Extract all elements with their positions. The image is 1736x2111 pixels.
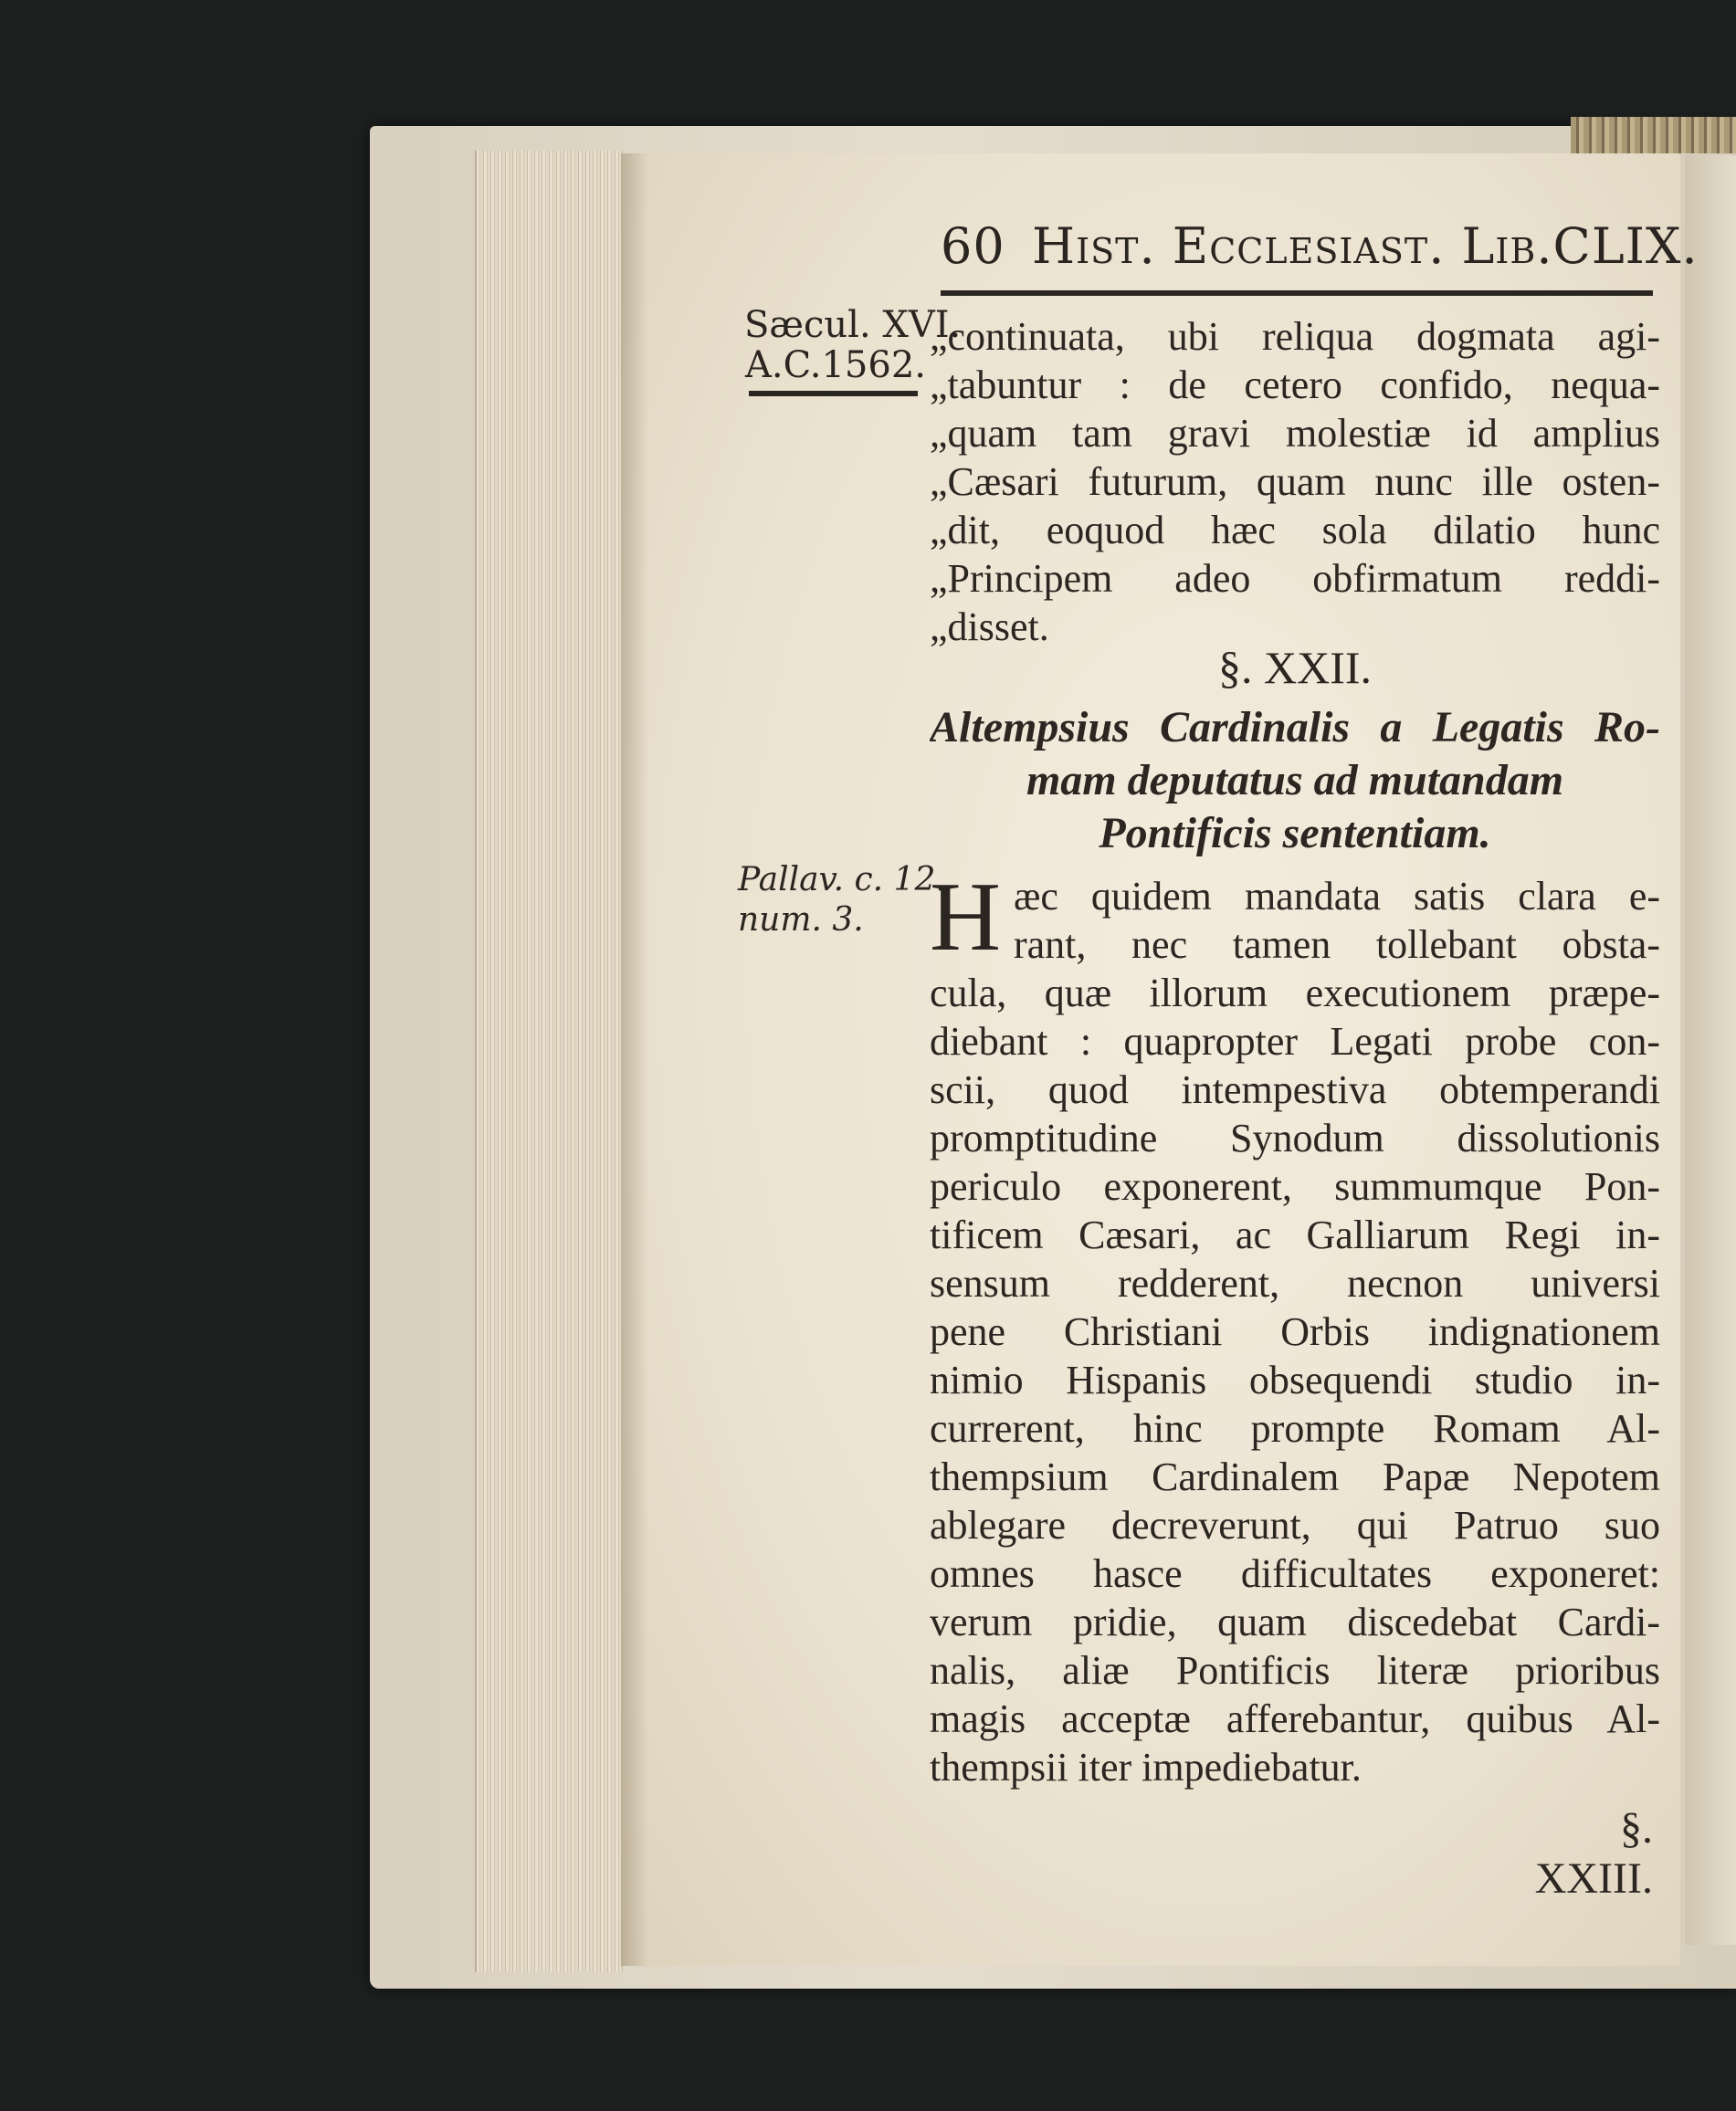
margin-reference-line2: num. 3.	[738, 901, 864, 939]
page-number: 60	[941, 217, 1005, 275]
section-subtitle	[930, 701, 1660, 860]
running-header	[941, 217, 1699, 281]
facing-page-edge	[1685, 155, 1736, 1945]
binding-spine	[1571, 117, 1736, 153]
header-rule	[941, 290, 1653, 296]
drop-cap: H	[930, 863, 1001, 971]
margin-reference-line1: Pallav. c. 12.	[738, 861, 946, 898]
section-heading: §. XXII.	[1217, 642, 1373, 693]
margin-note-year	[744, 304, 962, 386]
text-line: „disset.	[930, 604, 1049, 649]
catchword: §. XXIII.	[1534, 1804, 1653, 1903]
running-title: Hist. Ecclesiast. Lib.CLIX.	[1032, 217, 1699, 275]
text-line: promptitudine Synodum dissolutionis	[930, 1116, 1660, 1161]
subtitle-line: Pontificis sententiam.	[1099, 809, 1491, 857]
text-line: thempsii iter impediebatur.	[930, 1745, 1362, 1790]
text-line: cula, quæ illorum executionem præpe-	[930, 971, 1660, 1015]
gutter-shadow	[621, 153, 648, 1966]
quote-block	[930, 312, 1660, 651]
text-line: „continuata, ubi reliqua dogmata agi-	[930, 314, 1660, 359]
text-line: „dit, eoquod hæc sola dilatio hunc	[930, 508, 1660, 552]
text-line: ablegare decreverunt, qui Patruo suo	[930, 1503, 1660, 1548]
text-line: omnes hasce difficultates exponeret:	[930, 1551, 1660, 1596]
subtitle-line: mam deputatus ad mutandam	[1026, 756, 1564, 804]
text-line: „tabuntur : de cetero confido, nequa-	[930, 362, 1660, 407]
text-line: „quam tam gravi molestiæ id amplius	[930, 411, 1660, 456]
text-line: currerent, hinc prompte Romam Al-	[930, 1406, 1660, 1451]
margin-rule	[749, 391, 918, 396]
text-line: „Principem adeo obfirmatum reddi-	[930, 556, 1660, 601]
subtitle-line: Altempsius Cardinalis a Legatis Ro-	[930, 703, 1660, 751]
text-line: nalis, aliæ Pontificis literæ prioribus	[930, 1648, 1660, 1693]
text-line: pene Christiani Orbis indignationem	[930, 1309, 1660, 1354]
text-line: periculo exponerent, summumque Pon-	[930, 1164, 1660, 1209]
text-line: æc quidem mandata satis clara e-	[1014, 874, 1660, 919]
text-line: „Cæsari futurum, quam nunc ille osten-	[930, 459, 1660, 504]
text-line: magis acceptæ afferebantur, quibus Al-	[930, 1696, 1660, 1741]
text-line: diebant : quapropter Legati probe con-	[930, 1019, 1660, 1064]
text-line: thempsium Cardinalem Papæ Nepotem	[930, 1455, 1660, 1499]
text-line: verum pridie, quam discedebat Cardi-	[930, 1600, 1660, 1644]
margin-seculum: Sæcul. XVI.	[744, 304, 962, 346]
page-edges	[475, 151, 623, 1972]
text-line: sensum redderent, necnon universi	[930, 1261, 1660, 1306]
main-paragraph	[930, 863, 1660, 1791]
text-line: rant, nec tamen tollebant obsta-	[1014, 922, 1660, 967]
text-line: tificem Cæsari, ac Galliarum Regi in-	[930, 1213, 1660, 1257]
text-line: nimio Hispanis obsequendi studio in-	[930, 1358, 1660, 1402]
margin-year: A.C.1562.	[744, 344, 926, 386]
margin-note-reference	[738, 860, 946, 940]
text-line: scii, quod intempestiva obtemperandi	[930, 1067, 1660, 1112]
